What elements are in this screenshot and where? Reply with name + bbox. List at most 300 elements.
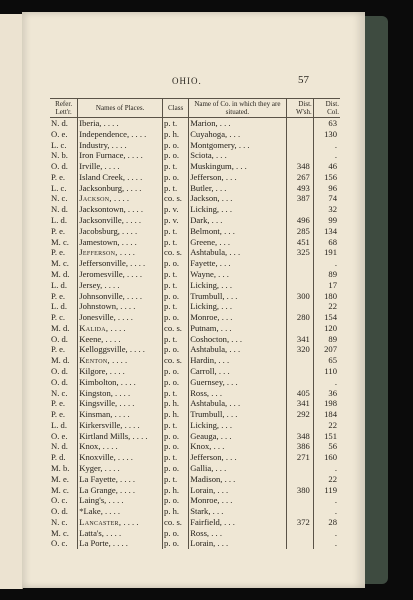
- dist-wash-cell-text: 493: [296, 182, 310, 193]
- ref-cell-text: M. e.: [51, 473, 69, 484]
- table-row: [50, 463, 340, 474]
- ref-cell-text: N. c.: [51, 516, 68, 527]
- class-cell-text: p. o.: [164, 538, 180, 549]
- place-name-cell-text: Kingston,: [79, 387, 113, 398]
- county-cell-text: Fairfield,: [190, 516, 222, 527]
- dist-wash-cell-text: 405: [296, 387, 310, 398]
- table-row: [50, 344, 340, 355]
- place-name-cell: [78, 237, 163, 248]
- county-cell-text: Jackson,: [190, 193, 220, 204]
- leader-dots: . . .: [216, 355, 230, 366]
- leader-dots: . . . .: [124, 268, 143, 279]
- dist-col-cell-text: 56: [328, 441, 337, 452]
- place-name-cell: [78, 161, 163, 172]
- dist-wash-cell: [286, 118, 313, 129]
- place-name-cell: [78, 226, 163, 237]
- table-row: [50, 506, 340, 517]
- dist-col-cell-text: 134: [324, 225, 337, 236]
- place-name-cell: [78, 538, 163, 549]
- place-name-cell: [78, 409, 163, 420]
- class-cell: [163, 215, 189, 226]
- class-cell: [163, 528, 189, 539]
- table-row: [50, 517, 340, 528]
- ref-cell: [50, 301, 78, 312]
- leader-dots: . . . .: [103, 527, 122, 538]
- county-cell: [189, 193, 286, 204]
- ref-cell-text: M. c.: [51, 484, 69, 495]
- leader-dots: . . .: [219, 495, 233, 506]
- leader-dots: . . . .: [118, 376, 136, 387]
- dist-wash-cell: [286, 431, 313, 442]
- dist-col-cell: [313, 140, 340, 151]
- table-row: [50, 280, 340, 291]
- class-cell-text: co. s.: [164, 355, 182, 366]
- leader-dots: . . . .: [123, 215, 142, 226]
- leader-dots: . . .: [210, 506, 224, 517]
- county-cell-text: Wayne,: [190, 268, 216, 279]
- leader-dots: . . . .: [102, 463, 120, 473]
- table-row: [50, 528, 340, 539]
- leader-dots: . . . .: [100, 441, 118, 452]
- table-row: [50, 226, 340, 237]
- place-name-cell: [78, 140, 163, 151]
- county-cell: [189, 269, 286, 280]
- place-name-cell: [78, 431, 163, 442]
- county-cell: [189, 280, 286, 291]
- county-cell: [189, 420, 286, 431]
- dist-wash-cell: [286, 398, 313, 409]
- dist-col-cell-text: 130: [324, 128, 337, 139]
- county-cell: [189, 226, 286, 237]
- county-cell-text: Stark,: [190, 506, 211, 517]
- ref-cell-text: N. c.: [51, 387, 68, 398]
- ref-cell: [50, 517, 78, 528]
- class-cell-text: p. o.: [164, 290, 180, 301]
- county-cell-text: Putnam,: [190, 322, 219, 333]
- county-cell-text: Guernsey,: [190, 376, 225, 387]
- ref-cell: [50, 247, 78, 258]
- place-name-cell-text: Laing's,: [79, 495, 107, 506]
- leader-dots: . . .: [227, 344, 241, 355]
- dist-col-cell: [313, 172, 340, 183]
- place-name-cell-text: La Grange,: [79, 484, 118, 495]
- ref-cell: [50, 204, 78, 215]
- class-cell: [163, 377, 189, 388]
- county-cell: [189, 431, 286, 442]
- county-cell: [189, 366, 286, 377]
- place-name-cell-text: Knox,: [79, 441, 101, 452]
- dist-wash-cell-text: 300: [296, 290, 310, 301]
- dist-wash-cell: [286, 366, 313, 377]
- dist-wash-cell: [286, 420, 313, 431]
- ref-cell: [50, 377, 78, 388]
- dist-col-cell: [313, 183, 340, 194]
- leader-dots: . . .: [224, 290, 238, 301]
- class-cell-text: p. t.: [164, 279, 178, 290]
- class-cell: [163, 463, 189, 474]
- gazetteer-table: [50, 98, 340, 549]
- class-cell-text: p. o.: [164, 258, 180, 269]
- place-name-cell-text: Jeffersonville,: [79, 258, 128, 269]
- leader-dots: . . . .: [109, 139, 127, 150]
- dist-wash-cell: [286, 409, 313, 420]
- class-cell: [163, 517, 189, 528]
- leader-dots: . . . .: [130, 430, 148, 441]
- dist-wash-cell: [286, 377, 313, 388]
- leader-dots: . . .: [229, 333, 243, 344]
- dist-col-cell: [313, 441, 340, 452]
- ref-cell-text: P. e.: [51, 171, 66, 182]
- class-cell-text: p. o.: [164, 463, 180, 473]
- dist-wash-cell: [286, 474, 313, 485]
- class-cell: [163, 355, 189, 366]
- class-cell-text: p. t.: [164, 419, 178, 430]
- leader-dots: . . .: [209, 215, 223, 226]
- place-name-cell-text: Jonesville,: [79, 312, 116, 323]
- class-cell: [163, 247, 189, 258]
- place-name-cell-text: Jeromesville,: [79, 268, 125, 279]
- ref-cell: [50, 140, 78, 151]
- ref-cell: [50, 193, 78, 204]
- dist-wash-cell: [286, 269, 313, 280]
- county-cell: [189, 398, 286, 409]
- dist-col-cell-text: 89: [328, 268, 337, 279]
- dist-col-cell-text: 96: [328, 182, 337, 193]
- leader-dots: . . .: [215, 538, 229, 549]
- dist-wash-cell: [286, 247, 313, 258]
- leader-dots: . . .: [219, 301, 232, 312]
- class-cell-text: p. h.: [164, 409, 180, 420]
- class-cell: [163, 506, 189, 517]
- table-row: [50, 291, 340, 302]
- county-cell: [189, 150, 286, 161]
- class-cell-text: p. h.: [164, 398, 180, 409]
- class-cell-text: p. o.: [164, 312, 180, 323]
- place-name-cell: [78, 334, 163, 345]
- dist-col-cell-text: 68: [328, 236, 337, 247]
- dist-col-cell: [313, 474, 340, 485]
- county-cell-text: Greene,: [190, 236, 218, 247]
- county-cell: [189, 463, 286, 474]
- dist-col-cell-text: 191: [324, 247, 337, 258]
- leader-dots: . . . .: [103, 333, 121, 344]
- dist-wash-cell: [286, 463, 313, 474]
- place-name-cell-text: Jersey,: [79, 279, 103, 290]
- dist-wash-cell: [286, 215, 313, 226]
- ref-cell: [50, 463, 78, 474]
- col-header-county: Name of Co. in which they are situated.: [189, 99, 286, 118]
- dist-wash-cell-text: 341: [296, 333, 310, 344]
- class-cell-text: p. t.: [164, 225, 178, 236]
- left-page-edge: [0, 14, 23, 589]
- place-name-cell: [78, 291, 163, 302]
- county-cell-text: Ashtabula,: [190, 398, 228, 409]
- ref-cell: [50, 183, 78, 194]
- place-name-cell: [78, 474, 163, 485]
- county-cell-text: Monroe,: [190, 495, 220, 506]
- table-row: [50, 420, 340, 431]
- place-name-cell-text: Jamestown,: [79, 236, 120, 247]
- dist-col-cell: [313, 118, 340, 129]
- place-name-cell-text: Jefferson,: [79, 247, 118, 258]
- leader-dots: . . .: [219, 279, 232, 290]
- leader-dots: . . . .: [121, 516, 139, 527]
- class-cell: [163, 452, 189, 463]
- county-cell-text: Muskingum,: [190, 161, 234, 172]
- dist-wash-cell: [286, 237, 313, 248]
- table-row: [50, 452, 340, 463]
- place-name-cell: [78, 269, 163, 280]
- class-cell: [163, 280, 189, 291]
- county-cell-text: Ross,: [190, 387, 210, 398]
- ref-cell-text: P. e.: [51, 225, 66, 236]
- ref-cell-text: N. d.: [51, 441, 68, 452]
- leader-dots: . . .: [218, 322, 232, 333]
- ref-cell: [50, 452, 78, 463]
- ref-cell: [50, 485, 78, 496]
- book-page: [22, 12, 365, 588]
- dist-col-cell-text: 32: [328, 204, 337, 215]
- table-row: [50, 538, 340, 549]
- ref-cell-text: O. d.: [51, 161, 68, 172]
- county-cell-text: Madison,: [190, 473, 223, 484]
- dist-wash-cell: [286, 485, 313, 496]
- county-cell: [189, 204, 286, 215]
- dist-col-cell: [313, 204, 340, 215]
- dist-wash-cell: [286, 441, 313, 452]
- class-cell: [163, 118, 189, 129]
- county-cell: [189, 258, 286, 269]
- county-cell: [189, 129, 286, 140]
- county-cell: [189, 247, 286, 258]
- leader-dots: . . .: [217, 118, 231, 128]
- class-cell: [163, 140, 189, 151]
- table-row: [50, 377, 340, 388]
- ref-cell: [50, 431, 78, 442]
- dist-col-cell: [313, 344, 340, 355]
- ref-cell-text: P. c.: [51, 312, 66, 323]
- ref-cell-text: O. d.: [51, 333, 68, 344]
- class-cell: [163, 193, 189, 204]
- class-cell: [163, 172, 189, 183]
- dist-col-cell: [313, 161, 340, 172]
- leader-dots: . . . .: [118, 301, 136, 312]
- leader-dots: . . . .: [107, 365, 125, 376]
- col-header-name: Names of Places.: [78, 99, 163, 118]
- class-cell: [163, 388, 189, 399]
- leader-dots: . . .: [217, 258, 231, 269]
- place-name-cell: [78, 495, 163, 506]
- dist-wash-cell: [286, 344, 313, 355]
- leader-dots: . . .: [224, 409, 238, 420]
- ref-cell-text: O. c.: [51, 495, 68, 506]
- county-cell: [189, 118, 286, 129]
- class-cell: [163, 161, 189, 172]
- dist-col-cell-text: 36: [328, 387, 337, 398]
- class-cell: [163, 420, 189, 431]
- leader-dots: . . . .: [111, 193, 129, 204]
- ref-cell-text: L. d.: [51, 301, 67, 312]
- table-row: [50, 301, 340, 312]
- class-cell: [163, 237, 189, 248]
- leader-dots: . . .: [215, 484, 229, 495]
- dist-col-cell-text: 198: [324, 398, 337, 409]
- leader-dots: . . . .: [117, 398, 135, 409]
- place-name-cell: [78, 355, 163, 366]
- table-row: [50, 388, 340, 399]
- class-cell: [163, 129, 189, 140]
- leader-dots: . . .: [219, 204, 232, 215]
- class-cell: [163, 485, 189, 496]
- dist-col-cell-text: 89: [328, 333, 337, 344]
- county-cell-text: Ashtabula,: [190, 247, 228, 258]
- dist-wash-cell: [286, 129, 313, 140]
- col-header-dist-wash: Dist. W'sh.: [286, 99, 313, 118]
- table-row: [50, 215, 340, 226]
- dist-col-cell-text: .: [334, 495, 337, 506]
- county-cell-text: Montgomery,: [190, 139, 237, 150]
- dist-col-cell-text: 46: [328, 161, 337, 172]
- dist-wash-cell: [286, 204, 313, 215]
- county-cell: [189, 538, 286, 549]
- leader-dots: . . .: [223, 452, 237, 463]
- place-name-cell: [78, 377, 163, 388]
- dist-col-cell: [313, 193, 340, 204]
- dist-col-cell: [313, 538, 340, 549]
- leader-dots: . . . .: [127, 344, 145, 355]
- county-cell: [189, 355, 286, 366]
- dist-wash-cell-text: 451: [296, 236, 310, 247]
- ref-cell: [50, 420, 78, 431]
- county-cell-text: Carroll,: [190, 365, 217, 376]
- place-name-cell: [78, 118, 163, 129]
- place-name-cell: [78, 420, 163, 431]
- table-header-row: [50, 99, 340, 118]
- ref-cell-text: L. c.: [51, 182, 67, 193]
- dist-wash-cell: [286, 226, 313, 237]
- ref-cell-text: N. d.: [51, 204, 68, 215]
- county-cell: [189, 409, 286, 420]
- county-cell-text: Lorain,: [190, 484, 216, 495]
- ref-cell-text: L. d.: [51, 279, 67, 290]
- place-name-cell-text: Irville,: [79, 161, 103, 172]
- county-cell: [189, 291, 286, 302]
- table-row: [50, 323, 340, 334]
- place-name-cell: [78, 452, 163, 463]
- county-cell-text: Coshocton,: [190, 333, 230, 344]
- dist-wash-cell: [286, 528, 313, 539]
- class-cell-text: p. o.: [164, 430, 180, 441]
- leader-dots: . . .: [219, 193, 233, 204]
- dist-col-cell: [313, 226, 340, 237]
- dist-col-cell-text: 74: [328, 193, 337, 204]
- ref-cell-text: P. e.: [51, 344, 66, 355]
- dist-col-cell-text: 63: [328, 118, 337, 128]
- county-cell-text: Marion,: [190, 118, 218, 128]
- dist-wash-cell: [286, 506, 313, 517]
- class-cell-text: p. v.: [164, 204, 179, 215]
- class-cell: [163, 258, 189, 269]
- county-cell-text: Knox,: [190, 441, 212, 452]
- ref-cell: [50, 258, 78, 269]
- place-name-cell-text: Kilgore,: [79, 365, 108, 376]
- class-cell: [163, 291, 189, 302]
- dist-wash-cell: [286, 452, 313, 463]
- class-cell: [163, 441, 189, 452]
- table-row: [50, 269, 340, 280]
- county-cell: [189, 377, 286, 388]
- leader-dots: . . . .: [125, 204, 143, 215]
- ref-cell-text: L. d.: [51, 419, 67, 430]
- class-cell-text: p. t.: [164, 473, 178, 484]
- class-cell: [163, 474, 189, 485]
- ref-cell: [50, 441, 78, 452]
- dist-col-cell: [313, 452, 340, 463]
- dist-col-cell-text: .: [334, 463, 337, 473]
- dist-col-cell: [313, 420, 340, 431]
- place-name-cell-text: Latta's,: [79, 527, 104, 538]
- dist-col-cell: [313, 334, 340, 345]
- dist-wash-cell: [286, 323, 313, 334]
- place-name-cell-text: Kinsman,: [79, 409, 113, 420]
- leader-dots: . . . .: [124, 182, 142, 193]
- dist-wash-cell-text: 348: [296, 161, 310, 172]
- ref-cell-text: L. c.: [51, 139, 67, 150]
- leader-dots: . . . .: [102, 506, 121, 517]
- ref-cell: [50, 129, 78, 140]
- place-name-cell-text: La Porte,: [79, 538, 111, 549]
- ref-cell: [50, 215, 78, 226]
- table-row: [50, 129, 340, 140]
- dist-col-cell: [313, 280, 340, 291]
- class-cell-text: p. t.: [164, 161, 178, 172]
- class-cell: [163, 344, 189, 355]
- county-cell: [189, 172, 286, 183]
- ref-cell: [50, 237, 78, 248]
- class-cell-text: p. h.: [164, 128, 180, 139]
- leader-dots: . . . .: [117, 247, 135, 258]
- county-cell-text: Hardin,: [190, 355, 217, 366]
- dist-wash-cell-text: 387: [296, 193, 310, 204]
- place-name-cell: [78, 301, 163, 312]
- table-row: [50, 485, 340, 496]
- dist-wash-cell-text: 496: [296, 215, 310, 226]
- place-name-cell-text: Independence,: [79, 128, 130, 139]
- place-name-cell: [78, 398, 163, 409]
- leader-dots: . . . .: [112, 387, 131, 398]
- dist-col-cell: [313, 495, 340, 506]
- class-cell-text: p. h.: [164, 506, 180, 517]
- class-cell-text: p. o.: [164, 365, 180, 376]
- class-cell-text: p. o.: [164, 376, 180, 387]
- table-row: [50, 398, 340, 409]
- dist-wash-cell: [286, 517, 313, 528]
- place-name-cell-text: Johnsonville,: [79, 290, 125, 301]
- dist-col-cell-text: .: [334, 527, 337, 538]
- class-cell: [163, 495, 189, 506]
- class-cell: [163, 312, 189, 323]
- ref-cell-text: M. d.: [51, 268, 70, 279]
- class-cell-text: p. o.: [164, 495, 180, 506]
- dist-col-cell-text: .: [334, 376, 337, 387]
- class-cell: [163, 301, 189, 312]
- place-name-cell: [78, 312, 163, 323]
- dist-wash-cell: [286, 388, 313, 399]
- leader-dots: . . .: [224, 376, 238, 387]
- class-cell: [163, 538, 189, 549]
- ref-cell: [50, 474, 78, 485]
- ref-cell: [50, 312, 78, 323]
